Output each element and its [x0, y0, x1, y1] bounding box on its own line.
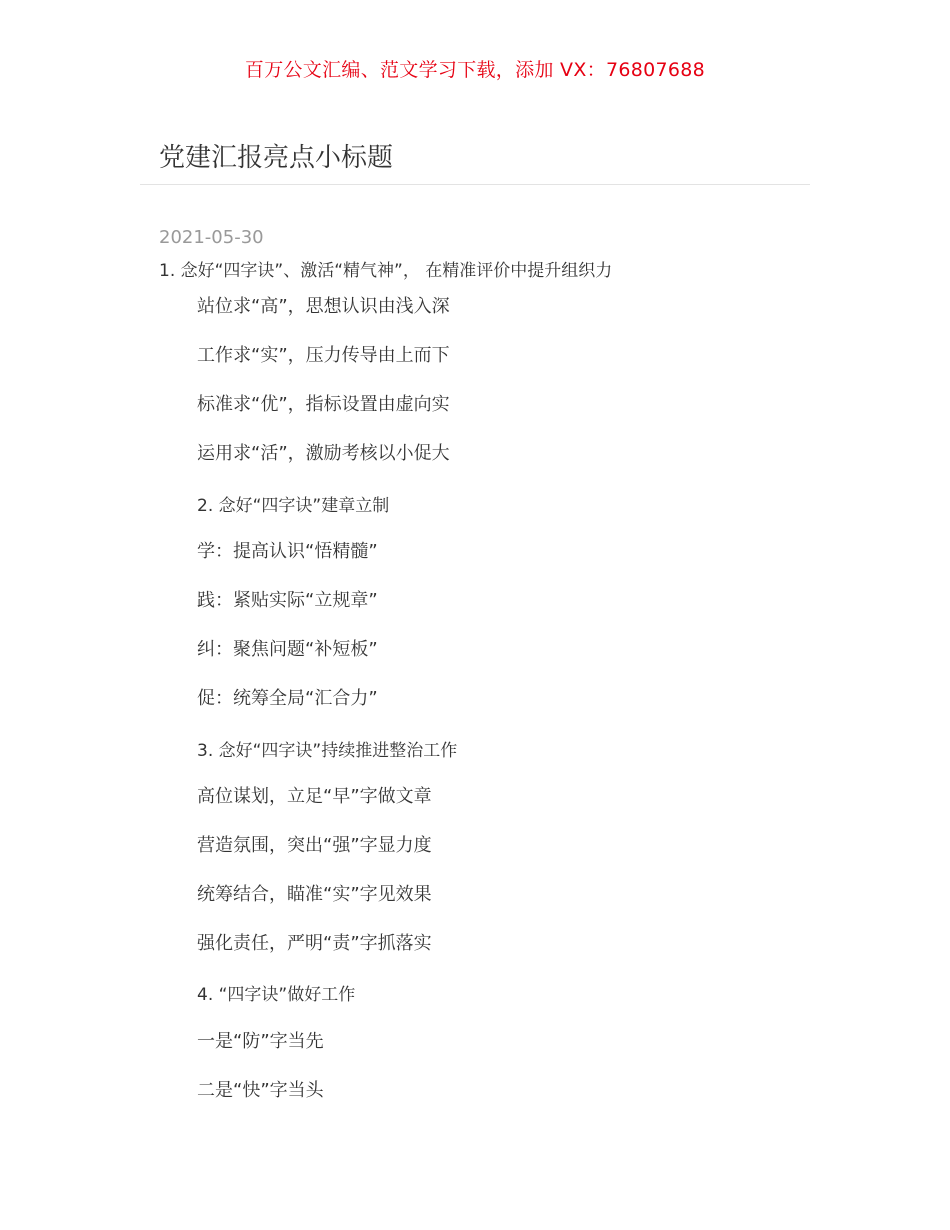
section-heading: 4. “四字诀”做好工作 — [197, 985, 356, 1005]
list-item: 一是“防”字当先 — [197, 1031, 324, 1052]
list-item: 标准求“优”，指标设置由虚向实 — [197, 394, 450, 415]
list-item: 站位求“高”，思想认识由浅入深 — [197, 296, 450, 317]
list-item: 统筹结合，瞄准“实”字见效果 — [197, 884, 432, 905]
list-item: 纠：聚焦问题“补短板” — [197, 639, 378, 660]
list-item: 强化责任，严明“责”字抓落实 — [197, 933, 432, 954]
section-heading: 3. 念好“四字诀”持续推进整治工作 — [197, 741, 458, 761]
watermark-banner: 百万公文汇编、范文学习下载，添加 VX：76807688 — [244, 59, 706, 81]
article-title: 党建汇报亮点小标题 — [159, 143, 394, 173]
title-divider — [140, 184, 810, 185]
lead-paragraph: 1. 念好“四字诀”、激活“精气神”， 在精准评价中提升组织力 — [159, 261, 613, 281]
section-heading: 2. 念好“四字诀”建章立制 — [197, 496, 390, 516]
list-item: 运用求“活”，激励考核以小促大 — [197, 443, 450, 464]
list-item: 促：统筹全局“汇合力” — [197, 688, 378, 709]
publish-date: 2021-05-30 — [159, 227, 264, 248]
list-item: 二是“快”字当头 — [197, 1080, 324, 1101]
list-item: 工作求“实”，压力传导由上而下 — [197, 345, 450, 366]
list-item: 高位谋划，立足“早”字做文章 — [197, 786, 432, 807]
list-item: 践：紧贴实际“立规章” — [197, 590, 378, 611]
list-item: 学：提高认识“悟精髓” — [197, 541, 378, 562]
list-item: 营造氛围，突出“强”字显力度 — [197, 835, 432, 856]
